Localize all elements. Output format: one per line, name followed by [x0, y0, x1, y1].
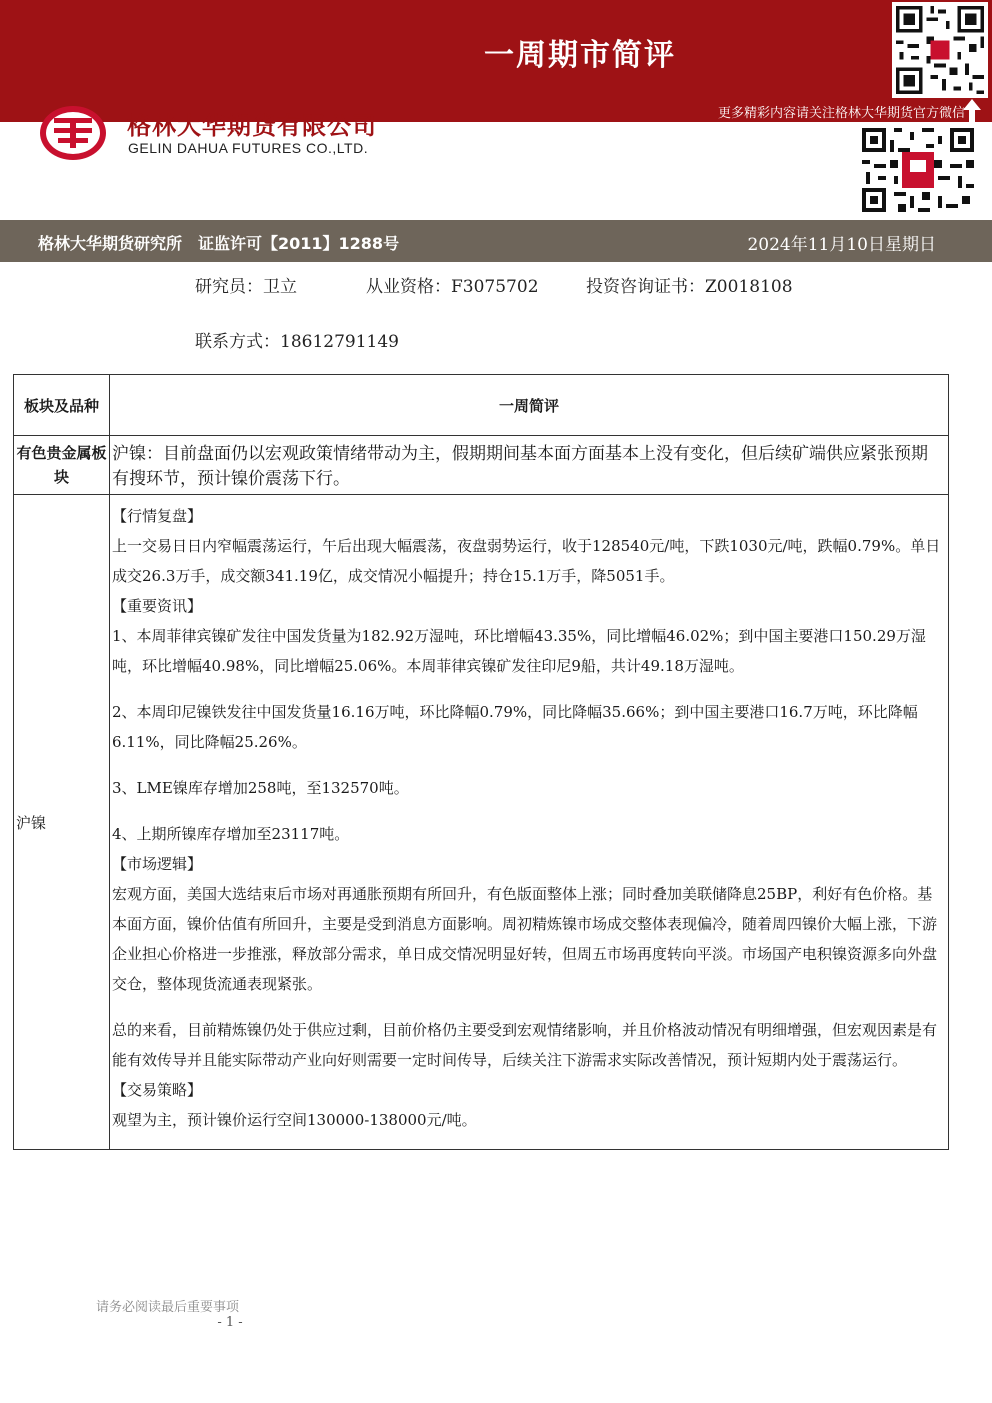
- section-title-market-logic: 【市场逻辑】: [112, 855, 203, 873]
- sector-summary: 沪镍：目前盘面仍以宏观政策情绪带动为主，假期期间基本面方面基本上没有变化，但后续矿端供应紧张预期有搜环节，预计镍价震荡下行。: [110, 436, 949, 495]
- news-item: 2、本周印尼镍铁发往中国发货量16.16万吨，环比降幅0.79%，同比降幅35.66%；到中国主要港口16.7万吨，环比降幅6.11%，同比降幅25.26%。: [112, 703, 918, 751]
- qr-code-icon: [862, 128, 974, 212]
- company-name-en: GELIN DAHUA FUTURES CO.,LTD.: [128, 140, 369, 156]
- news-item: 4、上期所镍库存增加至23117吨。: [112, 825, 350, 843]
- news-item: 3、LME镍库存增加258吨，至132570吨。: [112, 779, 409, 797]
- analyst-certificate: 投资咨询证书：Z0018108: [586, 277, 793, 297]
- product-review: [110, 495, 949, 1150]
- product-label: 沪镍: [14, 495, 110, 1150]
- analyst-name: 研究员：卫立: [195, 277, 297, 297]
- section-title-market-review: 【行情复盘】: [112, 507, 203, 525]
- institute-license: 格林大华期货研究所 证监许可【2011】1288号: [38, 234, 400, 253]
- qr-code-icon: [892, 2, 988, 98]
- column-header-sector: 板块及品种: [14, 375, 110, 436]
- report-date: 2024年11月10日星期日: [747, 235, 936, 255]
- report-title: 一周期市简评: [484, 38, 676, 73]
- arrow-up-icon: [962, 98, 982, 124]
- market-logic-conclusion: 总的来看，目前精炼镍仍处于供应过剩，目前价格仍主要受到宏观情绪影响，并且价格波动情况有明细增强，但宏观因素是有能有效传导并且能实际带动产业向好则需要一定时间传导，后续关注下游需求实际改善情况，预计短期内处于震荡运行。: [112, 1021, 938, 1069]
- table-row: [14, 495, 949, 1150]
- news-item: 1、本周菲律宾镍矿发往中国发货量为182.92万湿吨，环比增幅43.35%，同比增幅46.02%；到中国主要港口150.29万湿吨，环比增幅40.98%，同比增幅25.06%。本周菲律宾镍矿发往印尼9船，共计49.18万湿吨。: [112, 627, 926, 675]
- market-review-text: 上一交易日日内窄幅震荡运行，午后出现大幅震荡，夜盘弱势运行，收于128540元/吨，下跌1030元/吨，跌幅0.79%。单日成交26.3万手，成交额341.19亿，成交情况小幅提升；持仓15.1万手，降5051手。: [112, 537, 941, 585]
- analyst-contact: 联系方式：18612791149: [195, 332, 399, 352]
- section-title-strategy: 【交易策略】: [112, 1081, 203, 1099]
- footer-note: 请务必阅读最后重要事项: [96, 1300, 240, 1315]
- strategy-text: 观望为主，预计镍价运行空间130000-138000元/吨。: [112, 1111, 477, 1129]
- table-header-row: [14, 375, 949, 436]
- company-logo-icon: [38, 104, 108, 162]
- wechat-follow-note: 更多精彩内容请关注格林大华期货官方微信: [717, 106, 965, 121]
- analyst-qualification: 从业资格：F3075702: [366, 277, 539, 297]
- column-header-review: 一周简评: [110, 375, 949, 436]
- company-name-cn: 格林大华期货有限公司: [127, 112, 377, 140]
- table-row: [14, 436, 949, 495]
- page-number: - 1 -: [217, 1315, 243, 1330]
- weekly-review-table: [13, 374, 949, 1150]
- section-title-news: 【重要资讯】: [112, 597, 203, 615]
- sector-label: 有色贵金属板块: [14, 436, 110, 495]
- market-logic-text: 宏观方面，美国大选结束后市场对再通胀预期有所回升，有色版面整体上涨；同时叠加美联储降息25BP，利好有色价格。基本面方面，镍价估值有所回升，主要是受到消息方面影响。周初精炼镍市场成交整体表现偏冷，随着周四镍价大幅上涨，下游企业担心价格进一步推涨，释放部分需求，单日成交情况明显好转，但周五市场再度转向平淡。市场国产电积镍资源多向外盘交仓，整体现货流通表现紧张。: [112, 885, 938, 993]
